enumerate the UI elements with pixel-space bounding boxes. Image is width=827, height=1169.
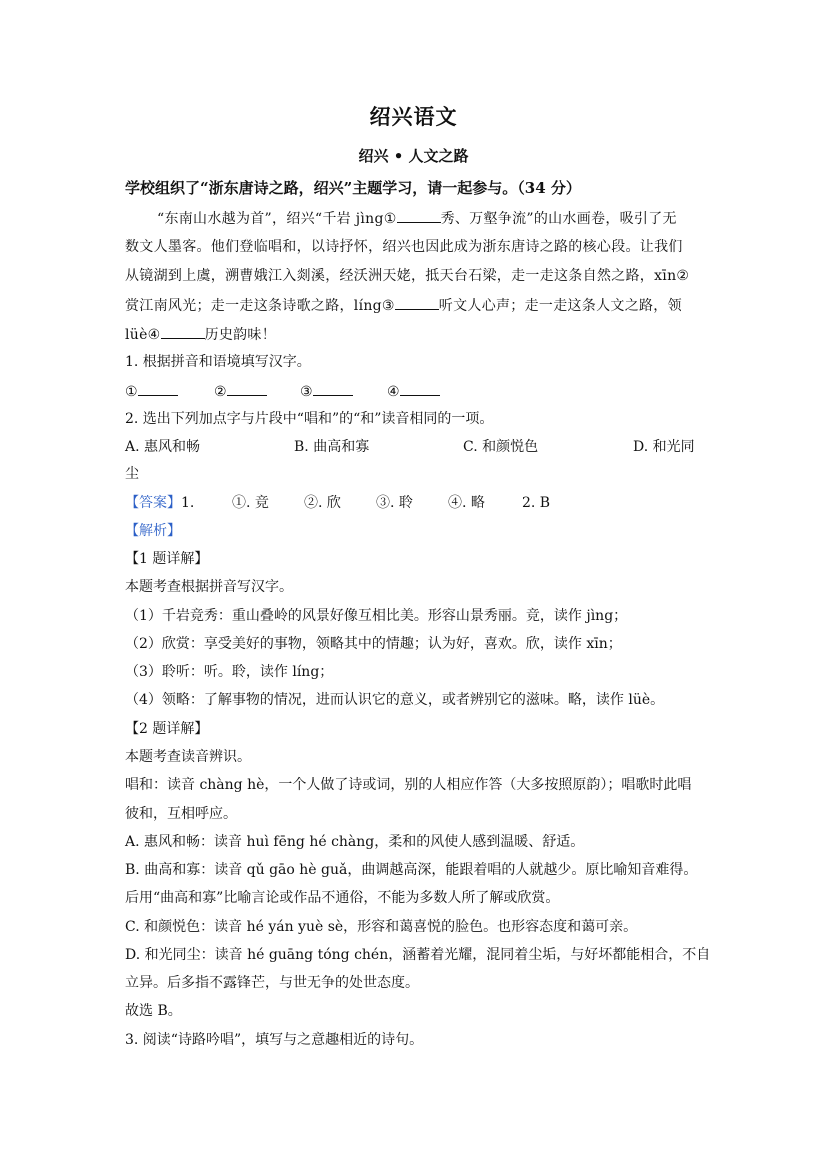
option-c[interactable]: C. 和颜悦色 <box>463 439 539 455</box>
detail-2-line: 故选 B。 <box>125 1003 182 1019</box>
passage-text: 从镜湖到上虞，溯曹娥江入剡溪，经沃洲天姥，抵天台石梁，走一走这条自然之路，xīn② <box>125 268 690 284</box>
passage-line-1 <box>157 208 700 229</box>
detail-1-line: （1）千岩竞秀：重山叠岭的风景好像互相比美。形容山景秀丽。竞，读作 jìng； <box>125 608 628 624</box>
option-d-wrap: 尘 <box>125 466 139 482</box>
detail-1-line: （4）领略：了解事物的情况，进而认识它的意义，或者辨别它的滋味。略，读作 lüè。 <box>125 692 665 708</box>
option-d[interactable]: D. 和光同 <box>633 439 695 455</box>
passage-line-4 <box>125 295 700 316</box>
option-a[interactable]: A. 惠风和畅 <box>125 439 201 455</box>
answer-blank-1[interactable] <box>125 381 178 402</box>
detail-1-line: 本题考查根据拼音写汉字。 <box>125 579 293 595</box>
blank-1[interactable] <box>397 208 441 223</box>
blank-label: ④ <box>387 384 400 400</box>
passage-text: 赏江南风光；走一走这条诗歌之路，líng③ <box>125 298 395 314</box>
passage-text: lüè④ <box>125 327 161 343</box>
question-2: 2. 选出下列加点字与片段中“唱和”的“和”读音相同的一项。 <box>125 411 494 427</box>
option-b[interactable]: B. 曲高和寡 <box>294 439 370 455</box>
answer-q1-num: 1. <box>181 495 195 511</box>
blank-label: ③ <box>300 384 313 400</box>
answer-label <box>125 493 194 513</box>
blank-4[interactable] <box>161 324 205 339</box>
question-1: 1. 根据拼音和语境填写汉字。 <box>125 354 311 370</box>
answer-blank-3[interactable] <box>300 381 353 402</box>
blank-label: ① <box>125 384 138 400</box>
detail-2-line: 彼和，互相呼应。 <box>125 806 237 822</box>
detail-1-heading: 【1 题详解】 <box>125 551 209 567</box>
answer-blank-4[interactable] <box>387 381 440 402</box>
detail-2-line: A. 惠风和畅：读音 huì fēng hé chàng，柔和的风使人感到温暖、舒适。 <box>125 834 585 850</box>
passage-text: 听文人心声；走一走这条人文之路，领 <box>438 298 682 314</box>
blank-line <box>313 381 353 396</box>
passage-line-2: 数文人墨客。他们登临唱和，以诗抒怀，绍兴也因此成为浙东唐诗之路的核心段。让我们 <box>125 239 683 255</box>
answer-item-1: ①. 竞 <box>232 495 269 511</box>
answer-q2: 2. B <box>522 495 551 511</box>
passage-line-3 <box>125 266 700 286</box>
document-subtitle: 绍兴 • 人文之路 <box>358 147 469 165</box>
document-title: 绍兴语文 <box>369 104 458 129</box>
answer-item-4: ④. 略 <box>448 495 485 511</box>
intro-line: 学校组织了“浙东唐诗之路，绍兴”主题学习，请一起参与。（34 分） <box>125 179 581 197</box>
question-3: 3. 阅读“诗路吟唱”，填写与之意趣相近的诗句。 <box>125 1032 424 1048</box>
answer-blank-2[interactable] <box>214 381 267 402</box>
blank-label: ② <box>214 384 227 400</box>
detail-2-line: 本题考查读音辨识。 <box>125 749 251 765</box>
blank-line <box>138 381 178 396</box>
answer-item-3: ③. 聆 <box>376 495 413 511</box>
answer-tag: 【答案】 <box>125 495 181 511</box>
detail-2-line: D. 和光同尘：读音 hé guāng tóng chén，涵蓄着光耀，混同着尘垢，与好坏都能相合，不自 <box>125 947 711 963</box>
detail-2-heading: 【2 题详解】 <box>125 721 209 737</box>
detail-1-line: （2）欣赏：享受美好的事物，领略其中的情趣；认为好，喜欢。欣，读作 xīn； <box>125 636 622 652</box>
blank-line <box>400 381 440 396</box>
passage-line-5 <box>125 324 700 345</box>
detail-2-line: 唱和：读音 chàng hè，一个人做了诗或词，别的人相应作答（大多按照原韵）；唱歌时此唱 <box>125 777 692 793</box>
detail-2-line: B. 曲高和寡：读音 qǔ gāo hè guǎ，曲调越高深，能跟着唱的人就越少。原比喻知音难得。 <box>125 862 698 878</box>
passage-text: “东南山水越为首”，绍兴“千岩 jìng① <box>157 211 397 227</box>
detail-1-line: （3）聆听：听。聆，读作 líng； <box>125 664 334 680</box>
detail-2-line: 后用“曲高和寡”比喻言论或作品不通俗，不能为多数人所了解或欣赏。 <box>125 890 560 906</box>
blank-line <box>227 381 267 396</box>
detail-2-line: 立异。后多指不露锋芒，与世无争的处世态度。 <box>125 975 419 991</box>
passage-text: 秀、万壑争流”的山水画卷，吸引了无 <box>440 211 677 227</box>
detail-2-line: C. 和颜悦色：读音 hé yán yuè sè，形容和蔼喜悦的脸色。也形容态度和蔼可亲。 <box>125 919 638 935</box>
analysis-label: 【解析】 <box>125 523 181 539</box>
answer-item-2: ②. 欣 <box>304 495 341 511</box>
blank-3[interactable] <box>395 295 439 310</box>
passage-text: 历史韵味！ <box>204 327 277 343</box>
